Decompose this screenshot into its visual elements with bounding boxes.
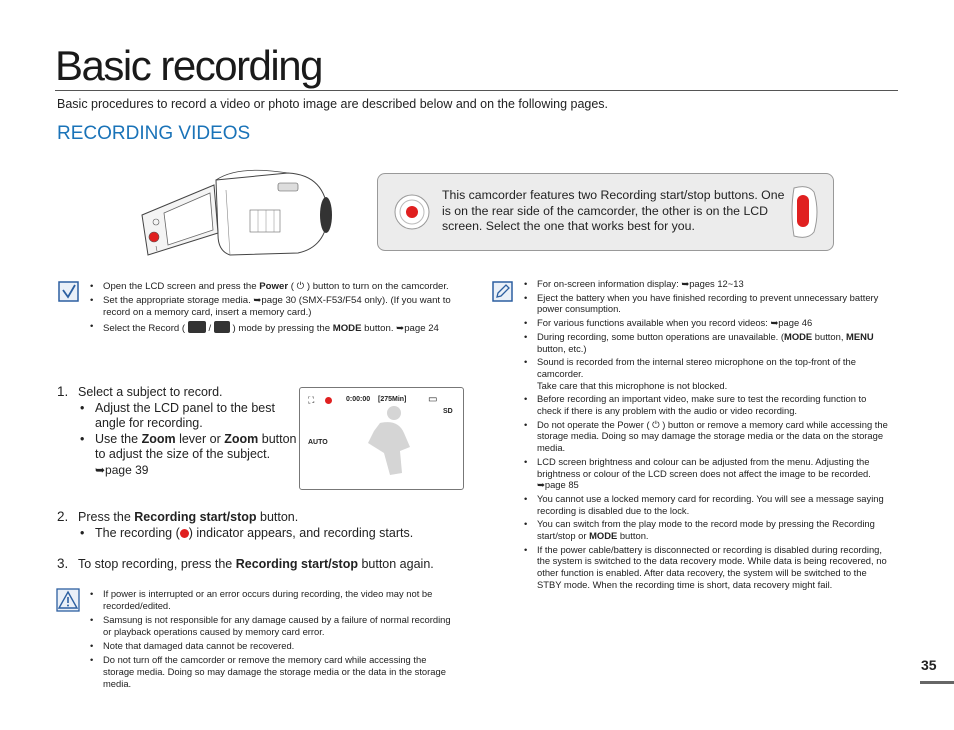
time-counter: 0:00:00 — [346, 396, 371, 403]
section-heading: RECORDING VIDEOS — [57, 123, 251, 144]
sd-icon: SD — [443, 408, 453, 415]
list-item: • Use the Zoom lever or Zoom button to adjust the size of the subject. ➥page 39 — [95, 432, 298, 479]
list-item: • Note that damaged data cannot be recovered. — [103, 640, 458, 652]
list-item: • Select the Record ( / ) mode by pressing the MODE button. ➥page 24 — [103, 321, 458, 335]
list-item: • Do not operate the Power ( ⏻ ) button or remove a memory card while accessing the storage media. Doing so may damage the storage media or the data on the storage media. — [537, 419, 890, 454]
warning-list — [88, 588, 458, 692]
step-number: 3. — [57, 556, 69, 571]
callout-text: This camcorder features two Recording start/stop buttons. One is on the rear side of the camcorder, the other is on the LCD screen. Select the one that works best for you. — [442, 188, 785, 233]
list-item: • During recording, some button operations are unavailable. (MODE button, MENU button, etc.) — [537, 331, 890, 354]
list-item: • For various functions available when you record videos: ➥page 46 — [537, 317, 890, 329]
remaining-time: [275Min] — [378, 396, 407, 403]
photo-camera-icon — [214, 321, 230, 333]
list-item: • The recording ( ) indicator appears, and recording starts. — [95, 526, 458, 542]
step-number: 2. — [57, 509, 69, 524]
step-1: Select a subject to record. • Adjust the LCD panel to the best angle for recording. • Use the Zoom lever or Zoom button to adjust the size of the subject. ➥page 39 — [78, 385, 298, 479]
page-number-bar — [920, 681, 954, 684]
step-number: 1. — [57, 384, 69, 399]
title-divider — [55, 90, 898, 91]
subject-silhouette — [360, 403, 420, 483]
page-title: Basic recording — [55, 42, 322, 89]
list-item: • LCD screen brightness and colour can be adjusted from the menu. Adjusting the brightness or colour of the LCD screen does not affect the image to be recorded. ➥page 85 — [537, 456, 890, 491]
list-item: • Do not turn off the camcorder or remove the memory card while accessing the storage media. Doing so may damage the storage media or the data in the storage media. — [103, 654, 458, 690]
lcd-screen-preview — [299, 387, 464, 490]
rear-record-button-icon — [786, 182, 822, 242]
list-item: • Adjust the LCD panel to the best angle for recording. — [95, 401, 298, 432]
camcorder-illustration — [138, 155, 338, 260]
list-item: • If power is interrupted or an error occurs during recording, the video may not be recorded/edited. — [103, 588, 458, 612]
list-item: • Samsung is not responsible for any damage caused by a failure of normal recording or playback operations caused by memory card error. — [103, 614, 458, 638]
list-item: • Set the appropriate storage media. ➥page 30 (SMX-F53/F54 only). (If you want to record on a memory card, insert a memory card.) — [103, 295, 458, 319]
note-left — [88, 281, 458, 337]
list-item: • For on-screen information display: ➥pages 12~13 — [537, 278, 890, 290]
list-item: • Eject the battery when you have finished recording to prevent unnecessary battery power consumption. — [537, 292, 890, 315]
mode-label: AUTO — [308, 439, 328, 446]
battery-icon: ▭ — [428, 394, 438, 405]
note-right — [522, 278, 890, 593]
list-item: • Open the LCD screen and press the Power ( ⏻ ) button to turn on the camcorder. — [103, 281, 458, 293]
rec-indicator-icon — [325, 397, 332, 404]
record-button-icon — [392, 192, 432, 232]
step-2: Press the Recording start/stop button. • The recording ( ) indicator appears, and recording starts. — [78, 510, 458, 541]
note-pencil-icon — [492, 281, 513, 302]
step-3: To stop recording, press the Recording start/stop button again. — [78, 557, 434, 571]
list-item: • If the power cable/battery is disconnected or recording is disabled during recording, the system is switched to the data recovery mode. While data is being recovered, no other function is enabled. After data recovery, the system will be switched to the STBY mode. When the recording time is short, data recovery might fail. — [537, 544, 890, 591]
rec-indicator-icon — [180, 529, 189, 538]
list-item: • Before recording an important video, make sure to test the recording function to check if there is any problem with the audio or video recording. — [537, 393, 890, 416]
warning-triangle-icon — [56, 588, 80, 612]
video-camera-icon — [188, 321, 206, 333]
note-check-icon — [58, 281, 79, 302]
callout-box — [377, 173, 834, 251]
auto-icon: ⛶ — [308, 395, 315, 405]
list-item: • Sound is recorded from the internal stereo microphone on the top-front of the camcorder. Take care that this microphone is not blocked. — [537, 356, 890, 391]
list-item: • You can switch from the play mode to the record mode by pressing the Recording start/stop or MODE button. — [537, 518, 890, 541]
page-number: 35 — [921, 657, 937, 673]
intro-text: Basic procedures to record a video or photo image are described below and on the following pages. — [57, 97, 609, 111]
list-item: • You cannot use a locked memory card for recording. You will see a message saying recording is disabled due to the lock. — [537, 493, 890, 516]
